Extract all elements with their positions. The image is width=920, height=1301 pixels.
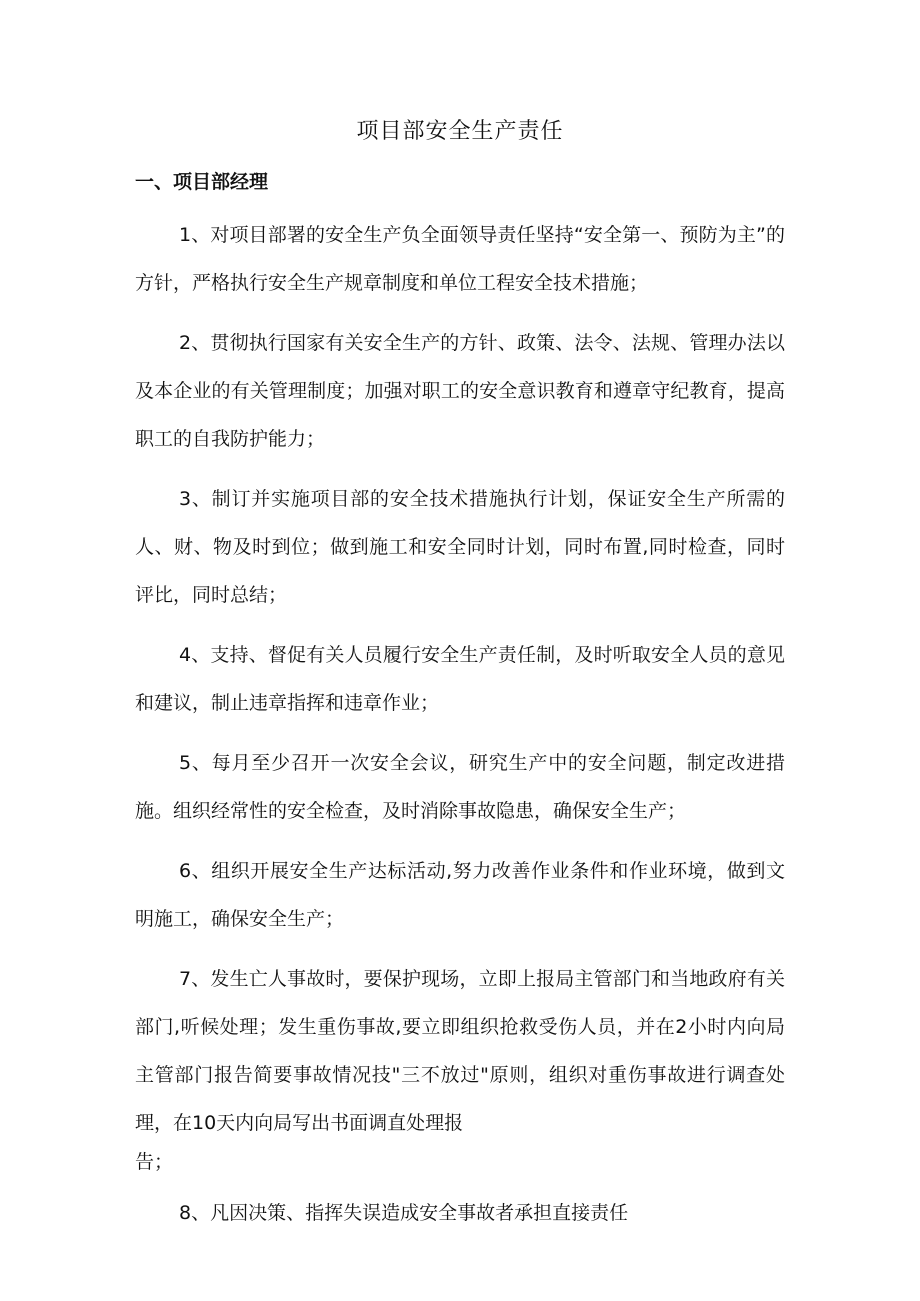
list-item-3: 3、制订并实施项目部的安全技术措施执行计划，保证安全生产所需的人、财、物及时到位；做到施工和安全同时计划，同时布置,同时检查，同时评比，同时总结； (135, 488, 785, 606)
list-item-7-tail: 告； (135, 1151, 174, 1173)
section-heading: 一、项目部经理 (135, 171, 269, 193)
list-item-1: 1、对项目部署的安全生产负全面领导责任坚持“安全第一、预防为主”的方针，严格执行安全生产规章制度和单位工程安全技术措施； (135, 224, 785, 294)
list-item-2: 2、贯彻执行国家有关安全生产的方针、政策、法令、法规、管理办法以及本企业的有关管理制度；加强对职工的安全意识教育和遵章守纪教育，提高职工的自我防护能力； (135, 332, 785, 450)
list-item-7-text: 7、发生亡人事故时，要保护现场，立即上报局主管部门和当地政府有关部门,听候处理；发生重伤事故,要立即组织抢救受伤人员，并在2小时内向局主管部门报告简要事故情况技"三不放过"原则，组织对重伤事故进行调查处理，在10天内向局写出书面调直处理报 (135, 968, 785, 1134)
list-item-4: 4、支持、督促有关人员履行安全生产责任制，及时听取安全人员的意见和建议，制止违章指挥和违章作业； (135, 644, 785, 714)
list-item-8: 8、凡因决策、指挥失误造成安全事故者承担直接责任 (179, 1202, 629, 1224)
list-item-5: 5、每月至少召开一次安全会议，研究生产中的安全问题，制定改进措施。组织经常性的安全检查，及时消除事故隐患，确保安全生产； (135, 752, 785, 822)
responsibility-list (135, 211, 785, 1249)
list-item-6: 6、组织开展安全生产达标活动,努力改善作业条件和作业环境，做到文明施工，确保安全生产； (135, 860, 785, 930)
document-title: 项目部安全生产责任 (356, 119, 564, 144)
list-item-7 (135, 955, 785, 1177)
